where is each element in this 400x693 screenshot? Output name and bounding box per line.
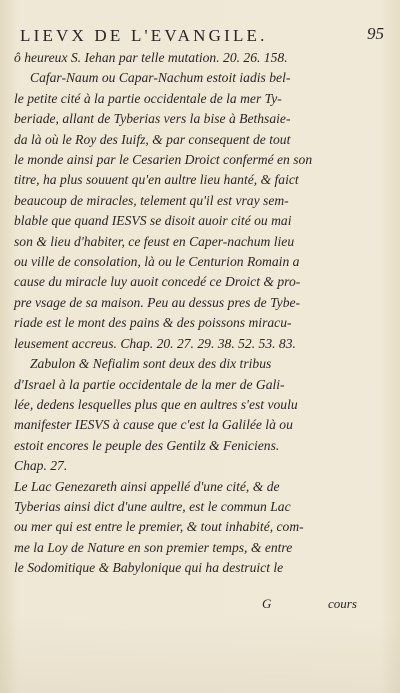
text-line: beriade, allant de Tyberias vers la bise à Bethsaie- (14, 111, 291, 127)
text-line: le petite cité à la partie occidentale de la mer Ty- (14, 90, 282, 106)
text-line: riade est le mont des pains & des poissons miracu- (14, 315, 292, 331)
text-line: Cafar-Naum ou Capar-Nachum estoit iadis bel- (30, 70, 291, 86)
text-line: le monde ainsi par le Cesarien Droict confermé en son (14, 152, 313, 168)
text-line: leusement accreus. Chap. 20. 27. 29. 38. 52. 53. 83. (14, 335, 296, 351)
signature-mark: G (262, 596, 272, 611)
text-line: beaucoup de miracles, telement qu'il est vray sem- (14, 192, 289, 208)
text-line: me la Loy de Nature en son premier temps, & entre (14, 539, 293, 555)
text-line: titre, ha plus souuent qu'en aultre lieu hanté, & faict (14, 172, 299, 188)
text-line: son & lieu d'habiter, ce feust en Caper-nachum lieu (14, 233, 295, 249)
text-line: Tyberias ainsi dict d'une aultre, est le commun Lac (14, 498, 291, 514)
text-line: ou ville de consolation, là ou le Centurion Romain a (14, 254, 300, 270)
text-line: d'Israel à la partie occidentale de la mer de Gali- (14, 376, 285, 392)
text-line: estoit encores le peuple des Gentilz & Feniciens. (14, 437, 280, 453)
text-line: manifester IESVS à cause que c'est la Galilée là ou (14, 417, 293, 433)
text-line: da là où le Roy des Iuifz, & par consequent de tout (14, 131, 291, 147)
running-title: LIEVX DE L'EVANGILE. (20, 26, 268, 45)
text-line: ou mer qui est entre le premier, & tout inhabité, com- (14, 519, 304, 535)
page-bottom-margin (0, 615, 400, 693)
text-block (14, 48, 376, 579)
text-line: blable que quand IESVS se disoit auoir cité ou mai (14, 213, 292, 229)
text-line: Zabulon & Nefialim sont deux des dix tribus (30, 356, 272, 372)
page-number: 95 (367, 24, 384, 43)
catchword: cours (328, 596, 357, 611)
text-line: Chap. 27. (14, 458, 68, 474)
text-line: cause du miracle luy auoit concedé ce Droict & pro- (14, 274, 301, 290)
text-line: ô heureux S. Iehan par telle mutation. 20. 26. 158. (14, 50, 288, 65)
text-line: le Sodomitique & Babylonique qui ha destruict le (14, 560, 284, 576)
text-line: pre vsage de sa maison. Peu au dessus pres de Tybe- (14, 294, 301, 310)
text-line: Le Lac Genezareth ainsi appellé d'une cité, & de (14, 478, 280, 494)
text-line: lée, dedens lesquelles plus que en aultres s'est voulu (14, 396, 298, 412)
